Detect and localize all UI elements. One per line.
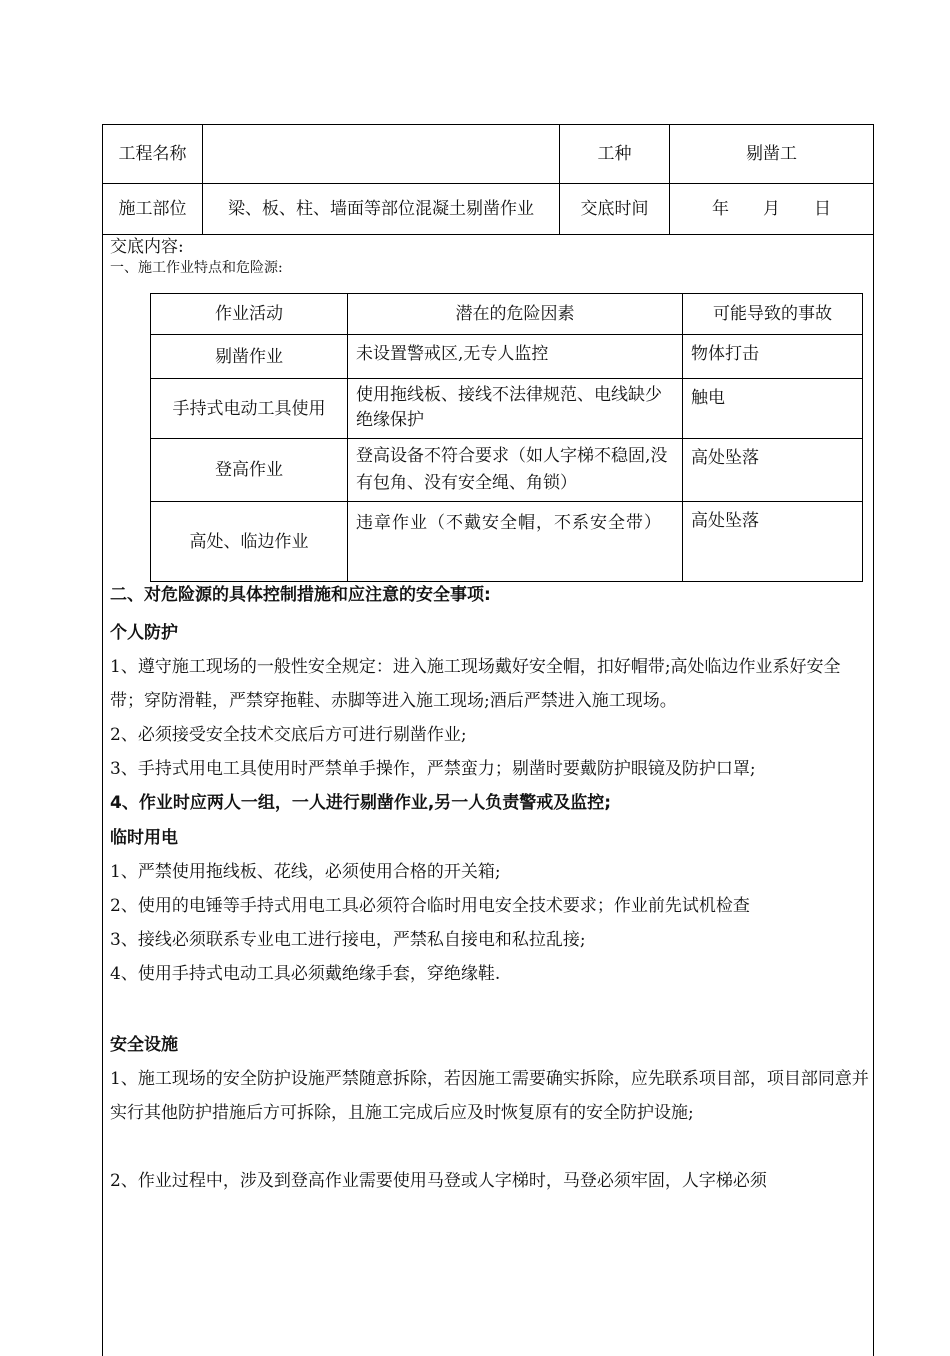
personal-item-1: 1、遵守施工现场的一般性安全规定：进入施工现场戴好安全帽，扣好帽带;高处临边作业系好安全带；穿防滑鞋，严禁穿拖鞋、赤脚等进入施工现场;酒后严禁进入施工现场。	[110, 657, 841, 711]
table-row	[151, 379, 863, 439]
header-accident: 可能导致的事故	[683, 294, 863, 335]
hazard-cell: 违章作业（不戴安全帽，不系安全带）	[348, 502, 683, 582]
safety-item-2: 2、作业过程中，涉及到登高作业需要使用马登或人字梯时，马登必须牢固，人字梯必须	[110, 1171, 767, 1191]
trade-label: 工种	[559, 124, 670, 184]
trade-value: 剔凿工	[669, 124, 874, 184]
risk-table	[150, 293, 863, 582]
header-hazard: 潜在的危险因素	[348, 294, 683, 335]
electric-item-4: 4、使用手持式电动工具必须戴绝缘手套，穿绝缘鞋.	[110, 964, 501, 984]
personal-item-4: 4、作业时应两人一组，一人进行剔凿作业,另一人负责警戒及监控;	[110, 793, 612, 813]
electric-item-3: 3、接线必须联系专业电工进行接电，严禁私自接电和私拉乱接;	[110, 930, 586, 950]
electric-item-1: 1、严禁使用拖线板、花线，必须使用合格的开关箱;	[110, 862, 501, 882]
project-name-label: 工程名称	[102, 124, 203, 184]
location-label: 施工部位	[102, 183, 203, 235]
safety-item-1: 1、施工现场的安全防护设施严禁随意拆除，若因施工需要确实拆除，应先联系项目部，项目部同意并实行其他防护措施后方可拆除，且施工完成后应及时恢复原有的安全防护设施;	[110, 1069, 869, 1123]
electric-item-2: 2、使用的电锤等手持式用电工具必须符合临时用电安全技术要求；作业前先试机检查	[110, 896, 750, 916]
hazard-cell: 登高设备不符合要求（如人字梯不稳固,没有包角、没有安全绳、角锁）	[348, 439, 683, 502]
activity-cell: 手持式电动工具使用	[151, 379, 348, 439]
table-row	[151, 502, 863, 582]
personal-item-3: 3、手持式用电工具使用时严禁单手操作，严禁蛮力；剔凿时要戴防护眼镜及防护口罩;	[110, 759, 756, 779]
location-value: 梁、板、柱、墙面等部位混凝土剔凿作业	[202, 183, 560, 235]
safety-facilities-title: 安全设施	[110, 1035, 178, 1055]
section2-title: 二、对危险源的具体控制措施和应注意的安全事项:	[110, 585, 491, 605]
table-row	[151, 335, 863, 379]
section1-title: 一、施工作业特点和危险源:	[110, 260, 283, 276]
temp-electric-title: 临时用电	[110, 828, 178, 848]
accident-cell: 高处坠落	[683, 502, 863, 582]
accident-cell: 触电	[683, 379, 863, 439]
risk-table-header	[151, 294, 863, 335]
activity-cell: 剔凿作业	[151, 335, 348, 379]
activity-cell: 登高作业	[151, 439, 348, 502]
personal-item-2: 2、必须接受安全技术交底后方可进行剔凿作业;	[110, 725, 467, 745]
activity-cell: 高处、临边作业	[151, 502, 348, 582]
hazard-cell: 未设置警戒区,无专人监控	[348, 335, 683, 379]
accident-cell: 高处坠落	[683, 439, 863, 502]
header-activity: 作业活动	[151, 294, 348, 335]
personal-protection-title: 个人防护	[110, 623, 178, 643]
project-name-value	[202, 124, 560, 184]
date-label: 交底时间	[559, 183, 670, 235]
accident-cell: 物体打击	[683, 335, 863, 379]
hazard-cell: 使用拖线板、接线不法律规范、电线缺少绝缘保护	[348, 379, 683, 439]
date-value: 年 月 日	[669, 183, 874, 235]
table-row	[151, 439, 863, 502]
content-label: 交底内容:	[110, 237, 184, 257]
